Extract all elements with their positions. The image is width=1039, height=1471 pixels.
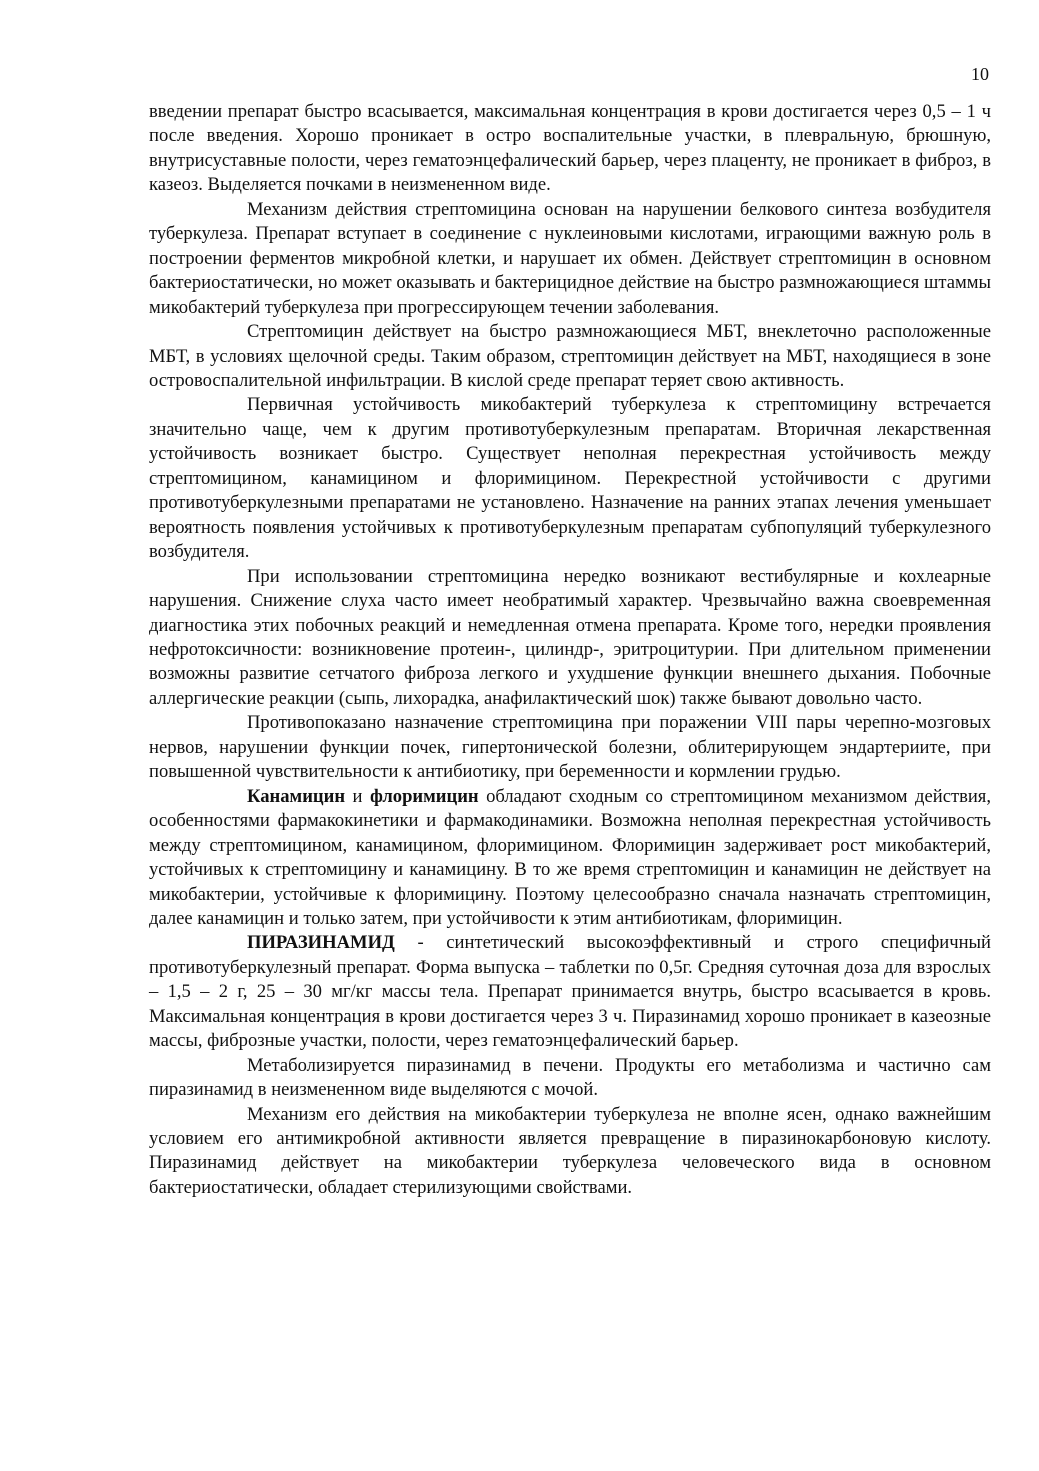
paragraph-6: Противопоказано назначение стрептомицина при поражении VIII пары черепно-мозговых нервов, нарушении функции почек, гипертонической болезни, облитерирующем эндартериите, при повышенной чувствительности к антибиотику, при беременности и кормлении грудью. bbox=[149, 712, 991, 783]
paragraph-8 bbox=[149, 931, 991, 1053]
paragraph-1: введении препарат быстро всасывается, максимальная концентрация в крови достигается через 0,5 – 1 ч после введения. Хорошо проникает в остро воспалительные участки, в плевральную, брюшную, внутрисуставные полости, через гематоэнцефалический барьер, через плаценту, не проникает в фиброз, в казеоз. Выделяется почками в неизмененном виде. bbox=[149, 101, 991, 196]
paragraph-8-text: - синтетический высокоэффективный и строго специфичный противотуберкулезный препарат. Форма выпуска – таблетки по 0,5г. Средняя суточная доза для взрослых – 1,5 – 2 г, 25 – 30 мг/кг массы тела. Препарат принимается внутрь, быстро всасывается в кровь. Максимальная концентрация в крови достигается через 3 ч. Пиразинамид хорошо проникает в казеозные массы, фиброзные участки, полости, через гематоэнцефалический барьер. bbox=[149, 932, 991, 1052]
paragraph-9: Метаболизируется пиразинамид в печени. Продукты его метаболизма и частично сам пиразинамид в неизмененном виде выделяются с мочой. bbox=[149, 1054, 991, 1101]
paragraph-2: Механизм действия стрептомицина основан на нарушении белкового синтеза возбудителя туберкулеза. Препарат вступает в соединение с нуклеиновыми кислотами, играющими важную роль в построении ферментов микробной клетки, и нарушает их обмен. Действует стрептомицин в основном бактериостатически, но может оказывать и бактерицидное действие на быстро размножающиеся штаммы микобактерий туберкулеза при прогрессирующем течении заболевания. bbox=[149, 198, 991, 318]
document-body bbox=[149, 100, 991, 1200]
paragraph-7-text: обладают сходным со стрептомицином механизмом действия, особенностями фармакокинетики и фармакодинамики. Возможна неполная перекрестная устойчивость между стрептомицином, канамицином, флоримицином. Флоримицин задерживает рост микобактерий, устойчивых к стрептомицину и канамицину. В то же время стрептомицин и канамицин не действует на микобактерии, устойчивые к флоримицину. Поэтому целесообразно сначала назначать стрептомицин, далее канамицин и только затем, при устойчивости к этим антибиотикам, флоримицин. bbox=[149, 785, 991, 929]
term-florimycin: флоримицин bbox=[369, 785, 479, 807]
term-pyrazinamide: ПИРАЗИНАМИД bbox=[247, 932, 395, 954]
term-kanamycin: Канамицин bbox=[247, 785, 346, 807]
paragraph-5: При использовании стрептомицина нередко возникают вестибулярные и кохлеарные нарушения. Снижение слуха часто имеет необратимый характер. Чрезвычайно важна своевременная диагностика этих побочных реакций и немедленная отмена препарата. Кроме того, нередки проявления нефротоксичности: возникновение протеин-, цилиндр-, эритроцитурии. При длительном применении возможны развитие сетчатого фиброза легкого и ухудшение функции внешнего дыхания. Побочные аллергические реакции (сыпь, лихорадка, анафилактический шок) также бывают довольно часто. bbox=[149, 565, 991, 709]
paragraph-10: Механизм его действия на микобактерии туберкулеза не вполне ясен, однако важнейшим условием его антимикробной активности является превращение в пиразинокарбоновую кислоту. Пиразинамид действует на микобактерии туберкулеза человеческого вида в основном бактериостатически, обладает стерилизующими свойствами. bbox=[149, 1103, 991, 1198]
page-number: 10 bbox=[971, 64, 989, 84]
paragraph-4: Первичная устойчивость микобактерий туберкулеза к стрептомицину встречается значительно чаще, чем к другим противотуберкулезным препаратам. Вторичная лекарственная устойчивость возникает быстро. Существует неполная перекрестная устойчивость между стрептомицином, канамицином и флоримицином. Перекрестной устойчивости с другими противотуберкулезными препаратами не установлено. Назначение на ранних этапах лечения уменьшает вероятность появления устойчивых к противотуберкулезным препаратам субпопуляций туберкулезного возбудителя. bbox=[149, 394, 991, 563]
paragraph-3: Стрептомицин действует на быстро размножающиеся МБТ, внеклеточно расположенные МБТ, в условиях щелочной среды. Таким образом, стрептомицин действует на МБТ, находящиеся в зоне островоспалительной инфильтрации. В кислой среде препарат теряет свою активность. bbox=[149, 321, 991, 391]
conjunction-text: и bbox=[345, 785, 370, 807]
paragraph-7 bbox=[149, 785, 991, 932]
